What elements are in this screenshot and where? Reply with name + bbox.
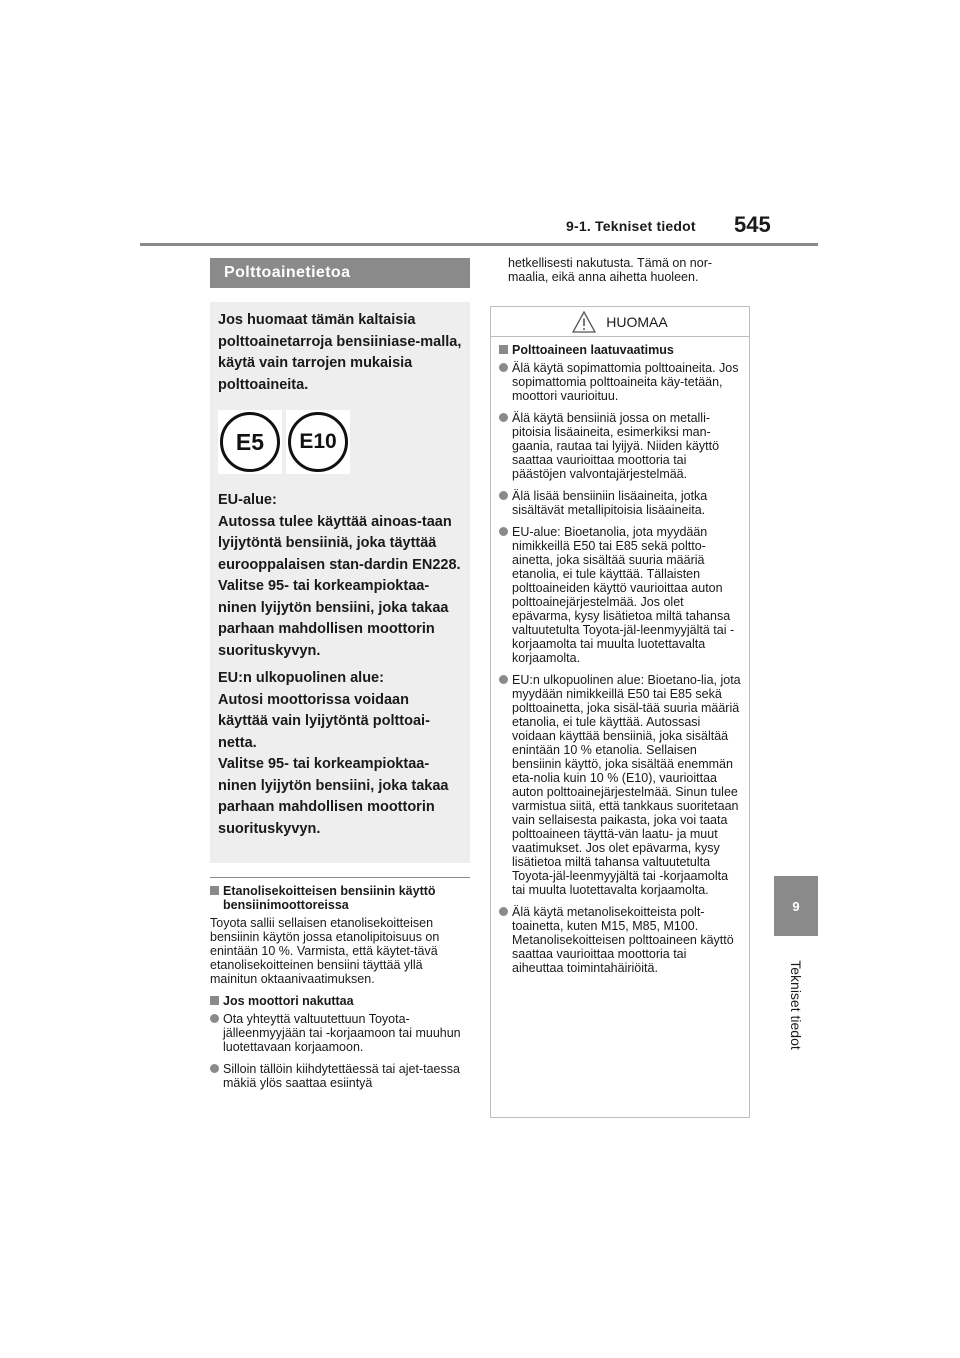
fuel-info-box	[210, 302, 470, 863]
notice-bullet-text: Älä käytä bensiiniä jossa on metalli-pitoisia lisäaineita, esimerkiksi man-gaania, rautaa tai lyijyä. Niiden käyttö saattaa vaurioittaa moottoria tai päästöjen valvontajärjestelmää.	[512, 411, 720, 481]
eu-heading: EU-alue:	[218, 492, 277, 508]
round-bullet-icon	[499, 907, 508, 916]
lower-left-text	[210, 884, 470, 1098]
eu-text-2: Valitse 95- tai korkeampioktaa-ninen lyijytön bensiini, joka takaa parhaan mahdollisen moottorin suorituskyvyn.	[218, 578, 449, 659]
non-eu-heading: EU:n ulkopuolinen alue:	[218, 670, 384, 686]
square-bullet-icon	[210, 886, 219, 895]
round-bullet-icon	[499, 491, 508, 500]
fuel-label-e5-text: E5	[220, 412, 280, 472]
round-bullet-icon	[499, 527, 508, 536]
page-title: Polttoainetietoa	[210, 258, 470, 288]
notice-bullet-text: EU:n ulkopuolinen alue: Bioetano-lia, jota myydään nimikkeillä E50 tai E85 sekä polttoainetta, joka sisäl-tää suuria määriä etanolia, ei tule käyttää. Autossasi voidaan käyttää bensiiniä, joka sisältää enintään 10 % etanolia. Sellaisen bensiinin käyttö, joka sisältää enemmän eta-nolia kuin 10 % (E10), vaurioittaa auton polttoainejärjestelmää. Sinun tulee varmistua siitä, että tankkaus suoritetaan vain sellaisesta paikasta, joka voi taata polttoaineen täyttä-vän laatu- ja muut vaatimukset. Jos olet epävarma, kysy lisätietoa miltä tahansa valtuutetulta Toyota-jäl-leenmyyjältä tai -korjaamolta tai muulta luotettavalta korjaamolta.	[512, 673, 741, 897]
chapter-tab	[774, 876, 818, 936]
list-item	[499, 411, 741, 481]
ethanol-heading-text: Etanolisekoitteisen bensiinin käyttö bensiinimoottoreissa	[223, 884, 436, 912]
list-item	[499, 905, 741, 975]
fuel-label-e10-text: E10	[288, 412, 348, 472]
list-item	[499, 673, 741, 897]
list-item	[499, 361, 741, 403]
non-eu-text-2: Valitse 95- tai korkeampioktaa-ninen lyijytön bensiini, joka takaa parhaan mahdollisen moottorin suorituskyvyn.	[218, 756, 449, 837]
page-number: 545	[734, 212, 771, 237]
left-column	[210, 258, 470, 863]
round-bullet-icon	[210, 1014, 219, 1023]
round-bullet-icon	[499, 675, 508, 684]
fuel-label-e5	[218, 410, 282, 474]
fuel-labels	[218, 410, 462, 474]
list-item	[499, 489, 741, 517]
round-bullet-icon	[499, 363, 508, 372]
ethanol-heading	[210, 884, 470, 912]
chapter-label-text: Tekniset tiedot	[788, 960, 804, 1050]
knocking-heading	[210, 994, 470, 1008]
notice-header	[491, 307, 749, 337]
square-bullet-icon	[210, 996, 219, 1005]
fuel-label-e10	[286, 410, 350, 474]
knocking-continuation: hetkellisesti nakutusta. Tämä on nor-maalia, eikä anna aihetta huoleen.	[508, 256, 713, 284]
list-item	[499, 525, 741, 665]
non-eu-text-1: Autosi moottorissa voidaan käyttää vain lyijytöntä polttoai-netta.	[218, 691, 430, 751]
section-divider	[210, 877, 470, 878]
notice-bullet-text: EU-alue: Bioetanolia, jota myydään nimikkeillä E50 tai E85 sekä poltto-ainetta, joka sisältää suuria määriä etanolia, ei tule käyttää. Tällaisten polttoaineiden käyttö vaurioittaa auton polttoainejärjestelmää. Jos olet epävarma, kysy lisätietoa miltä tahansa valtuutetulta Toyota-jäl-leenmyyjältä tai -korjaamolta tai muulta luotettavalta korjaamolta.	[512, 525, 735, 665]
notice-title: HUOMAA	[606, 313, 668, 330]
header-divider	[140, 243, 818, 246]
list-item	[210, 1062, 470, 1090]
list-item	[210, 1012, 470, 1054]
notice-bullet-text: Älä käytä metanolisekoitteista polt-toainetta, kuten M15, M85, M100. Metanolisekoitteisen polttoaineen käyttö saattaa vaurioittaa moottoria tai aiheuttaa toimintahäiriöitä.	[512, 905, 734, 975]
warning-triangle-icon	[572, 311, 596, 333]
knocking-bullet-1: Ota yhteyttä valtuutettuun Toyota-jälleenmyyjään tai -korjaamoon tai muuhun luotettavaan korjaamoon.	[223, 1012, 461, 1054]
chapter-number: 9	[792, 898, 800, 914]
notice-bullet-text: Älä käytä sopimattomia polttoaineita. Jos sopimattomia polttoaineita käy-tetään, moottori vaurioituu.	[512, 361, 739, 403]
round-bullet-icon	[210, 1064, 219, 1073]
knocking-bullet-2: Silloin tällöin kiihdytettäessä tai ajet-taessa mäkiä ylös saattaa esiintyä	[223, 1062, 460, 1090]
section-title: 9-1. Tekniset tiedot	[566, 218, 696, 234]
notice-subheading	[499, 343, 741, 357]
ethanol-text: Toyota sallii sellaisen etanolisekoitteisen bensiinin käytön jossa etanolipitoisuus on enintään 10 %. Varmista, että käytet-tävä etanolisekoitteinen bensiini täyttää yllä mainitun oktaanivaatimuksen.	[210, 916, 440, 986]
notice-body	[491, 337, 749, 975]
notice-bullet-text: Älä lisää bensiiniin lisäaineita, jotka sisältävät metallipitoisia lisäaineita.	[512, 489, 708, 517]
eu-text-1: Autossa tulee käyttää ainoas-taan lyijytöntä bensiiniä, joka täyttää eurooppalaisen stan-dardin EN228.	[218, 513, 461, 573]
square-bullet-icon	[499, 345, 508, 354]
notice-subheading-text: Polttoaineen laatuvaatimus	[512, 343, 674, 357]
chapter-label	[784, 950, 808, 1060]
knocking-heading-text: Jos moottori nakuttaa	[223, 994, 354, 1008]
info-intro: Jos huomaat tämän kaltaisia polttoainetarroja bensiiniase-malla, käytä vain tarrojen mukaisia polttoaineita.	[218, 312, 462, 393]
notice-box	[490, 306, 750, 1118]
round-bullet-icon	[499, 413, 508, 422]
